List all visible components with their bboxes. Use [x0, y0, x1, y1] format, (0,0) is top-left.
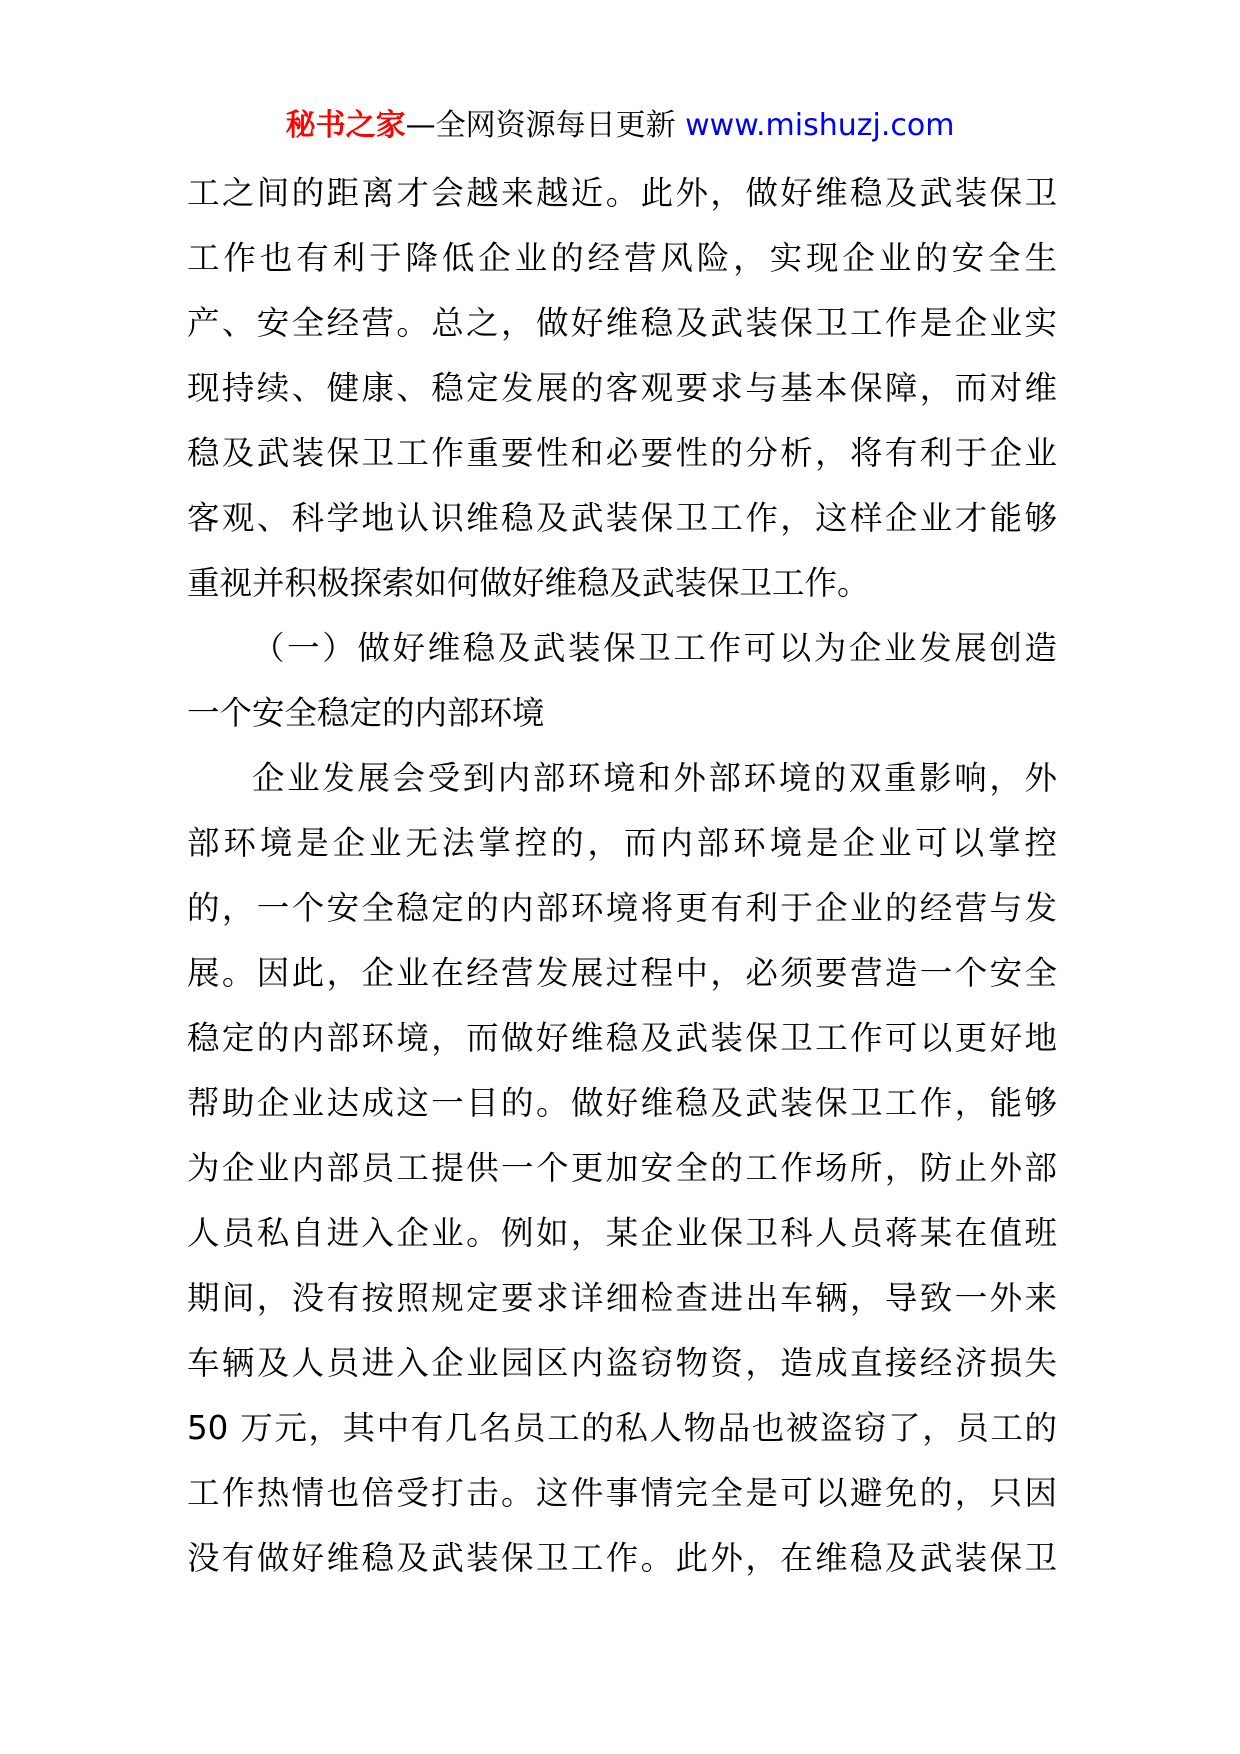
text-line: 人员私自进入企业。例如，某企业保卫科人员蒋某在值班: [187, 1214, 1057, 1252]
text-line: 稳及武装保卫工作重要性和必要性的分析，将有利于企业: [187, 434, 1057, 472]
text-line: 没有做好维稳及武装保卫工作。此外，在维稳及武装保卫: [187, 1539, 1057, 1577]
text-line: 重视并积极探索如何做好维稳及武装保卫工作。: [187, 564, 870, 602]
website-link[interactable]: www.mishuzj.com: [685, 108, 955, 143]
text-line: 展。因此，企业在经营发展过程中，必须要营造一个安全: [187, 954, 1057, 992]
text-line: 部环境是企业无法掌控的，而内部环境是企业可以掌控: [187, 824, 1057, 862]
text-line: 企业发展会受到内部环境和外部环境的双重影响，外: [252, 759, 1057, 797]
header-tagline: —全网资源每日更新: [405, 108, 676, 143]
text-line: 工作热情也倍受打击。这件事情完全是可以避免的，只因: [187, 1474, 1057, 1512]
text-line: 客观、科学地认识维稳及武装保卫工作，这样企业才能够: [187, 499, 1057, 537]
text-line: 期间，没有按照规定要求详细检查进出车辆，导致一外来: [187, 1279, 1057, 1317]
text-line: 工之间的距离才会越来越近。此外，做好维稳及武装保卫: [187, 174, 1057, 212]
text-line: 现持续、健康、稳定发展的客观要求与基本保障，而对维: [187, 369, 1057, 407]
text-line: 50 万元，其中有几名员工的私人物品也被盗窃了，员工的: [187, 1409, 1057, 1447]
text-line: 为企业内部员工提供一个更加安全的工作场所，防止外部: [187, 1149, 1057, 1187]
text-line: 帮助企业达成这一目的。做好维稳及武装保卫工作，能够: [187, 1084, 1057, 1122]
text-line: 的，一个安全稳定的内部环境将更有利于企业的经营与发: [187, 889, 1057, 927]
page-header: [0, 96, 1240, 156]
document-body: [187, 161, 1057, 1591]
text-line: 工作也有利于降低企业的经营风险，实现企业的安全生: [187, 239, 1057, 277]
text-line: 产、安全经营。总之，做好维稳及武装保卫工作是企业实: [187, 304, 1057, 342]
text-line: 车辆及人员进入企业园区内盗窃物资，造成直接经济损失: [187, 1344, 1057, 1382]
section-heading-line: （一）做好维稳及武装保卫工作可以为企业发展创造: [252, 629, 1057, 667]
text-line: 稳定的内部环境，而做好维稳及武装保卫工作可以更好地: [187, 1019, 1057, 1057]
brand-name: 秘书之家: [285, 108, 406, 143]
section-heading-line: 一个安全稳定的内部环境: [187, 694, 545, 732]
